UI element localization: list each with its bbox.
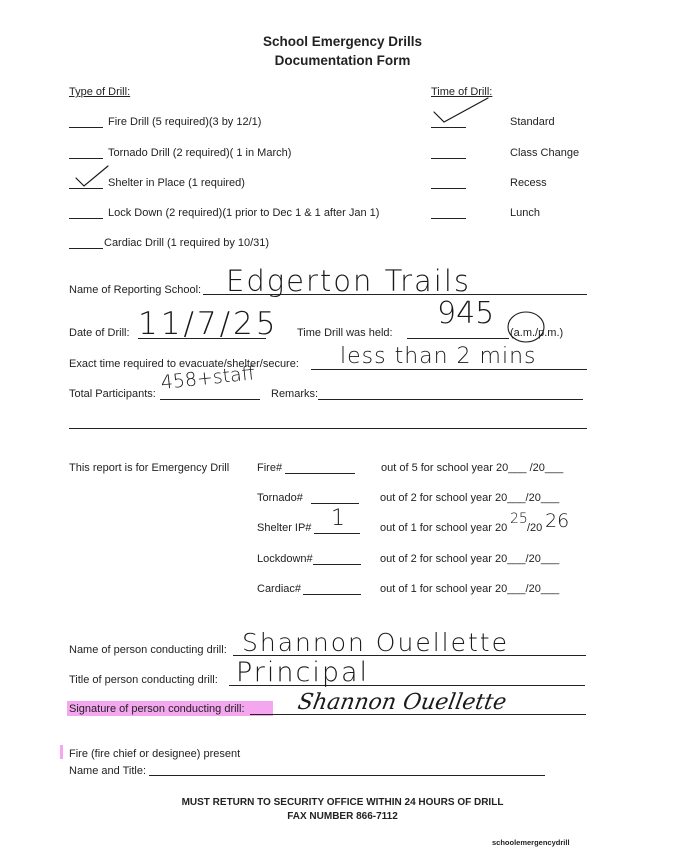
form-code: schoolemergencydrill — [492, 838, 570, 847]
report-row-fire-label: Fire# — [257, 462, 283, 474]
report-row-shelter-text: out of 1 for school year 20 — [380, 522, 508, 534]
school-name-value: Edgerton Trails — [226, 264, 471, 298]
drill-type-label-lockdown: Lock Down (2 required)(1 prior to Dec 1 & 1 after Jan 1) — [108, 207, 380, 219]
remarks-line-2[interactable] — [69, 428, 587, 429]
drill-type-blank-lockdown[interactable] — [69, 218, 103, 219]
drill-type-label-cardiac: Cardiac Drill (1 required by 10/31) — [104, 237, 270, 249]
evacuate-time-label: Exact time required to evacuate/shelter/secure: — [69, 358, 299, 370]
report-row-lockdown-label: Lockdown# — [257, 553, 313, 565]
footer-instruction: MUST RETURN TO SECURITY OFFICE WITHIN 24 HOURS OF DRILL — [181, 797, 504, 808]
time-held-label: Time Drill was held: — [297, 327, 393, 339]
am-pm-option[interactable]: (a.m./p.m.) — [510, 327, 564, 339]
drill-type-label-shelter: Shelter in Place (1 required) — [108, 177, 245, 189]
evacuate-time-line[interactable] — [311, 369, 587, 370]
remarks-label: Remarks: — [271, 388, 319, 400]
report-row-tornado-label: Tornado# — [257, 492, 303, 504]
person-name-label: Name of person conducting drill: — [69, 644, 227, 656]
report-row-shelter-label: Shelter IP# — [257, 522, 312, 534]
participants-line[interactable] — [160, 399, 260, 400]
date-value: 11/7/25 — [138, 306, 279, 342]
drill-time-blank-lunch[interactable] — [431, 218, 466, 219]
type-of-drill-header: Type of Drill: — [69, 86, 131, 98]
am-circle-icon — [505, 310, 547, 344]
participants-value: 458+staff — [159, 362, 256, 394]
report-row-shelter-year1: 25 — [510, 511, 528, 527]
report-row-cardiac-line[interactable] — [303, 594, 361, 595]
person-name-value: Shannon Ouellette — [242, 628, 509, 657]
participants-label: Total Participants: — [69, 388, 156, 400]
report-intro: This report is for Emergency Drill — [69, 462, 230, 474]
evacuate-time-value: less than 2 mins — [340, 344, 537, 369]
drill-type-blank-fire[interactable] — [69, 127, 103, 128]
fire-highlight-mark — [60, 745, 63, 759]
drill-type-label-tornado: Tornado Drill (2 required)( 1 in March) — [108, 147, 292, 159]
signature-value: Shannon Ouellette — [295, 690, 509, 715]
report-row-shelter-value: 1 — [331, 506, 345, 531]
drill-time-label-class-change: Class Change — [510, 147, 580, 159]
report-row-fire-text: out of 5 for school year 20___ /20___ — [381, 462, 564, 474]
report-row-shelter-sep: /20 — [527, 522, 543, 534]
drill-type-blank-cardiac[interactable] — [69, 248, 103, 249]
report-row-shelter-line[interactable] — [314, 533, 360, 534]
checkmark-standard-icon — [432, 96, 492, 126]
report-row-tornado-line[interactable] — [311, 503, 359, 504]
report-row-fire-line[interactable] — [285, 473, 355, 474]
time-of-drill-header: Time of Drill: — [431, 86, 493, 98]
drill-time-blank-class-change[interactable] — [431, 158, 466, 159]
drill-type-blank-tornado[interactable] — [69, 158, 103, 159]
school-name-label: Name of Reporting School: — [69, 284, 202, 296]
time-held-line[interactable] — [407, 338, 509, 339]
fire-name-title-line[interactable] — [149, 775, 545, 776]
date-label: Date of Drill: — [69, 327, 130, 339]
fire-name-title-label: Name and Title: — [69, 765, 147, 777]
report-row-lockdown-line[interactable] — [313, 564, 361, 565]
report-row-cardiac-label: Cardiac# — [257, 583, 302, 595]
report-row-lockdown-text: out of 2 for school year 20___/20___ — [380, 553, 560, 565]
footer-fax: FAX NUMBER 866-7112 — [287, 811, 398, 822]
signature-label: Signature of person conducting drill: — [69, 703, 245, 715]
drill-time-blank-recess[interactable] — [431, 188, 466, 189]
fire-present-label: Fire (fire chief or designee) present — [69, 748, 241, 760]
drill-time-label-recess: Recess — [510, 177, 547, 189]
person-title-label: Title of person conducting drill: — [69, 674, 218, 686]
drill-time-blank-standard[interactable] — [431, 127, 466, 128]
drill-time-label-standard: Standard — [510, 116, 555, 128]
remarks-line[interactable] — [318, 399, 583, 400]
time-held-value: 945 — [437, 296, 495, 331]
report-row-cardiac-text: out of 1 for school year 20___/20___ — [380, 583, 560, 595]
report-row-shelter-year2: 26 — [545, 510, 570, 532]
form-title-line2: Documentation Form — [274, 53, 411, 68]
person-title-value: Principal — [236, 657, 370, 688]
report-row-tornado-text: out of 2 for school year 20___/20___ — [380, 492, 560, 504]
form-title-line1: School Emergency Drills — [262, 34, 423, 49]
drill-time-label-lunch: Lunch — [510, 207, 540, 219]
checkmark-shelter-icon — [74, 164, 110, 192]
drill-type-label-fire: Fire Drill (5 required)(3 by 12/1) — [108, 116, 262, 128]
